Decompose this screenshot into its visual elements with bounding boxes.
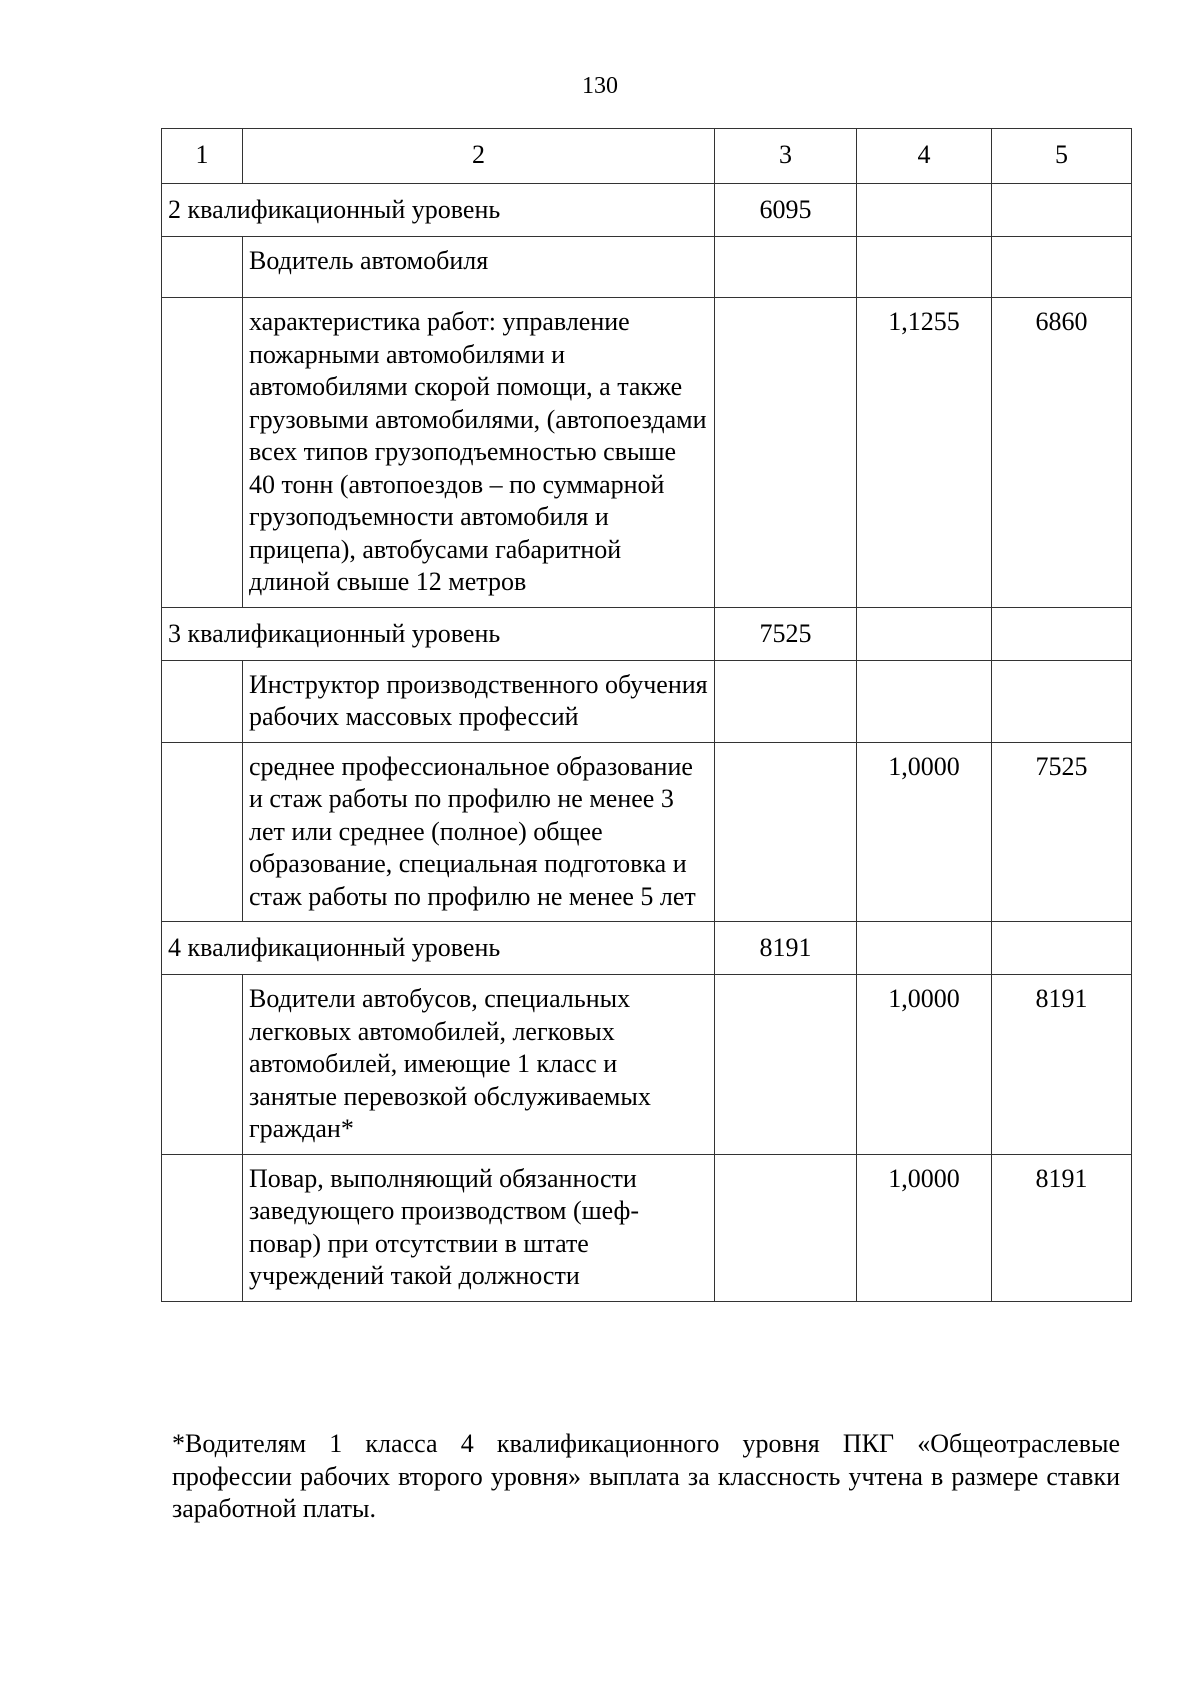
empty-cell xyxy=(715,742,857,922)
page-number: 130 xyxy=(582,73,618,99)
empty-cell xyxy=(715,1154,857,1301)
salary: 6860 xyxy=(992,298,1132,608)
coefficient: 1,0000 xyxy=(857,1154,992,1301)
empty-cell xyxy=(715,975,857,1155)
position-text: Водители автобусов, специальных легковых автомобилей, легковых автомобилей, имеющие 1 класс и занятые перевозкой обслуживаемых граждан* xyxy=(243,975,715,1155)
empty-cell xyxy=(715,660,857,742)
salary: 8191 xyxy=(992,1154,1132,1301)
empty-cell xyxy=(857,922,992,975)
empty-cell xyxy=(162,742,243,922)
column-header: 1 xyxy=(162,129,243,184)
salary: 8191 xyxy=(992,975,1132,1155)
base-salary: 8191 xyxy=(715,922,857,975)
level-title: 4 квалификационный уровень xyxy=(162,922,715,975)
footnote: *Водителям 1 класса 4 квалификационного уровня ПКГ «Общеотраслевые профессии рабочих второго уровня» выплата за классность учтена в размере ставки заработной платы. xyxy=(172,1429,1120,1523)
table-row xyxy=(162,237,1132,298)
column-header: 4 xyxy=(857,129,992,184)
qualification-level-row xyxy=(162,607,1132,660)
salary xyxy=(992,237,1132,298)
level-title: 2 квалификационный уровень xyxy=(162,184,715,237)
salary-table xyxy=(161,128,1132,1302)
empty-cell xyxy=(857,184,992,237)
salary xyxy=(992,660,1132,742)
table-row xyxy=(162,660,1132,742)
coefficient xyxy=(857,237,992,298)
table-header-row xyxy=(162,129,1132,184)
coefficient: 1,0000 xyxy=(857,975,992,1155)
position-text: характеристика работ: управление пожарными автомобилями и автомобилями скорой помощи, а также грузовыми автомобилями, (автопоездами всех типов грузоподъемностью свыше 40 тонн (автопоездов – по суммарной грузоподъемности автомобиля и прицепа), автобусами габаритной длиной свыше 12 метров xyxy=(243,298,715,608)
empty-cell xyxy=(162,660,243,742)
position-text: среднее профессиональное образование и стаж работы по профилю не менее 3 лет или среднее (полное) общее образование, специальная подготовка и стаж работы по профилю не менее 5 лет xyxy=(243,742,715,922)
qualification-level-row xyxy=(162,922,1132,975)
table-row xyxy=(162,298,1132,608)
position-text: Водитель автомобиля xyxy=(243,237,715,298)
empty-cell xyxy=(162,298,243,608)
base-salary: 7525 xyxy=(715,607,857,660)
table-row xyxy=(162,975,1132,1155)
empty-cell xyxy=(162,237,243,298)
empty-cell xyxy=(715,298,857,608)
coefficient: 1,1255 xyxy=(857,298,992,608)
empty-cell xyxy=(992,922,1132,975)
column-header: 3 xyxy=(715,129,857,184)
position-text: Инструктор производственного обучения рабочих массовых профессий xyxy=(243,660,715,742)
empty-cell xyxy=(857,607,992,660)
empty-cell xyxy=(715,237,857,298)
level-title: 3 квалификационный уровень xyxy=(162,607,715,660)
empty-cell xyxy=(992,607,1132,660)
table-row xyxy=(162,1154,1132,1301)
column-header: 5 xyxy=(992,129,1132,184)
table-row xyxy=(162,742,1132,922)
salary: 7525 xyxy=(992,742,1132,922)
qualification-level-row xyxy=(162,184,1132,237)
column-header: 2 xyxy=(243,129,715,184)
coefficient: 1,0000 xyxy=(857,742,992,922)
empty-cell xyxy=(992,184,1132,237)
empty-cell xyxy=(162,975,243,1155)
position-text: Повар, выполняющий обязанности заведующего производством (шеф-повар) при отсутствии в штате учреждений такой должности xyxy=(243,1154,715,1301)
empty-cell xyxy=(162,1154,243,1301)
base-salary: 6095 xyxy=(715,184,857,237)
coefficient xyxy=(857,660,992,742)
